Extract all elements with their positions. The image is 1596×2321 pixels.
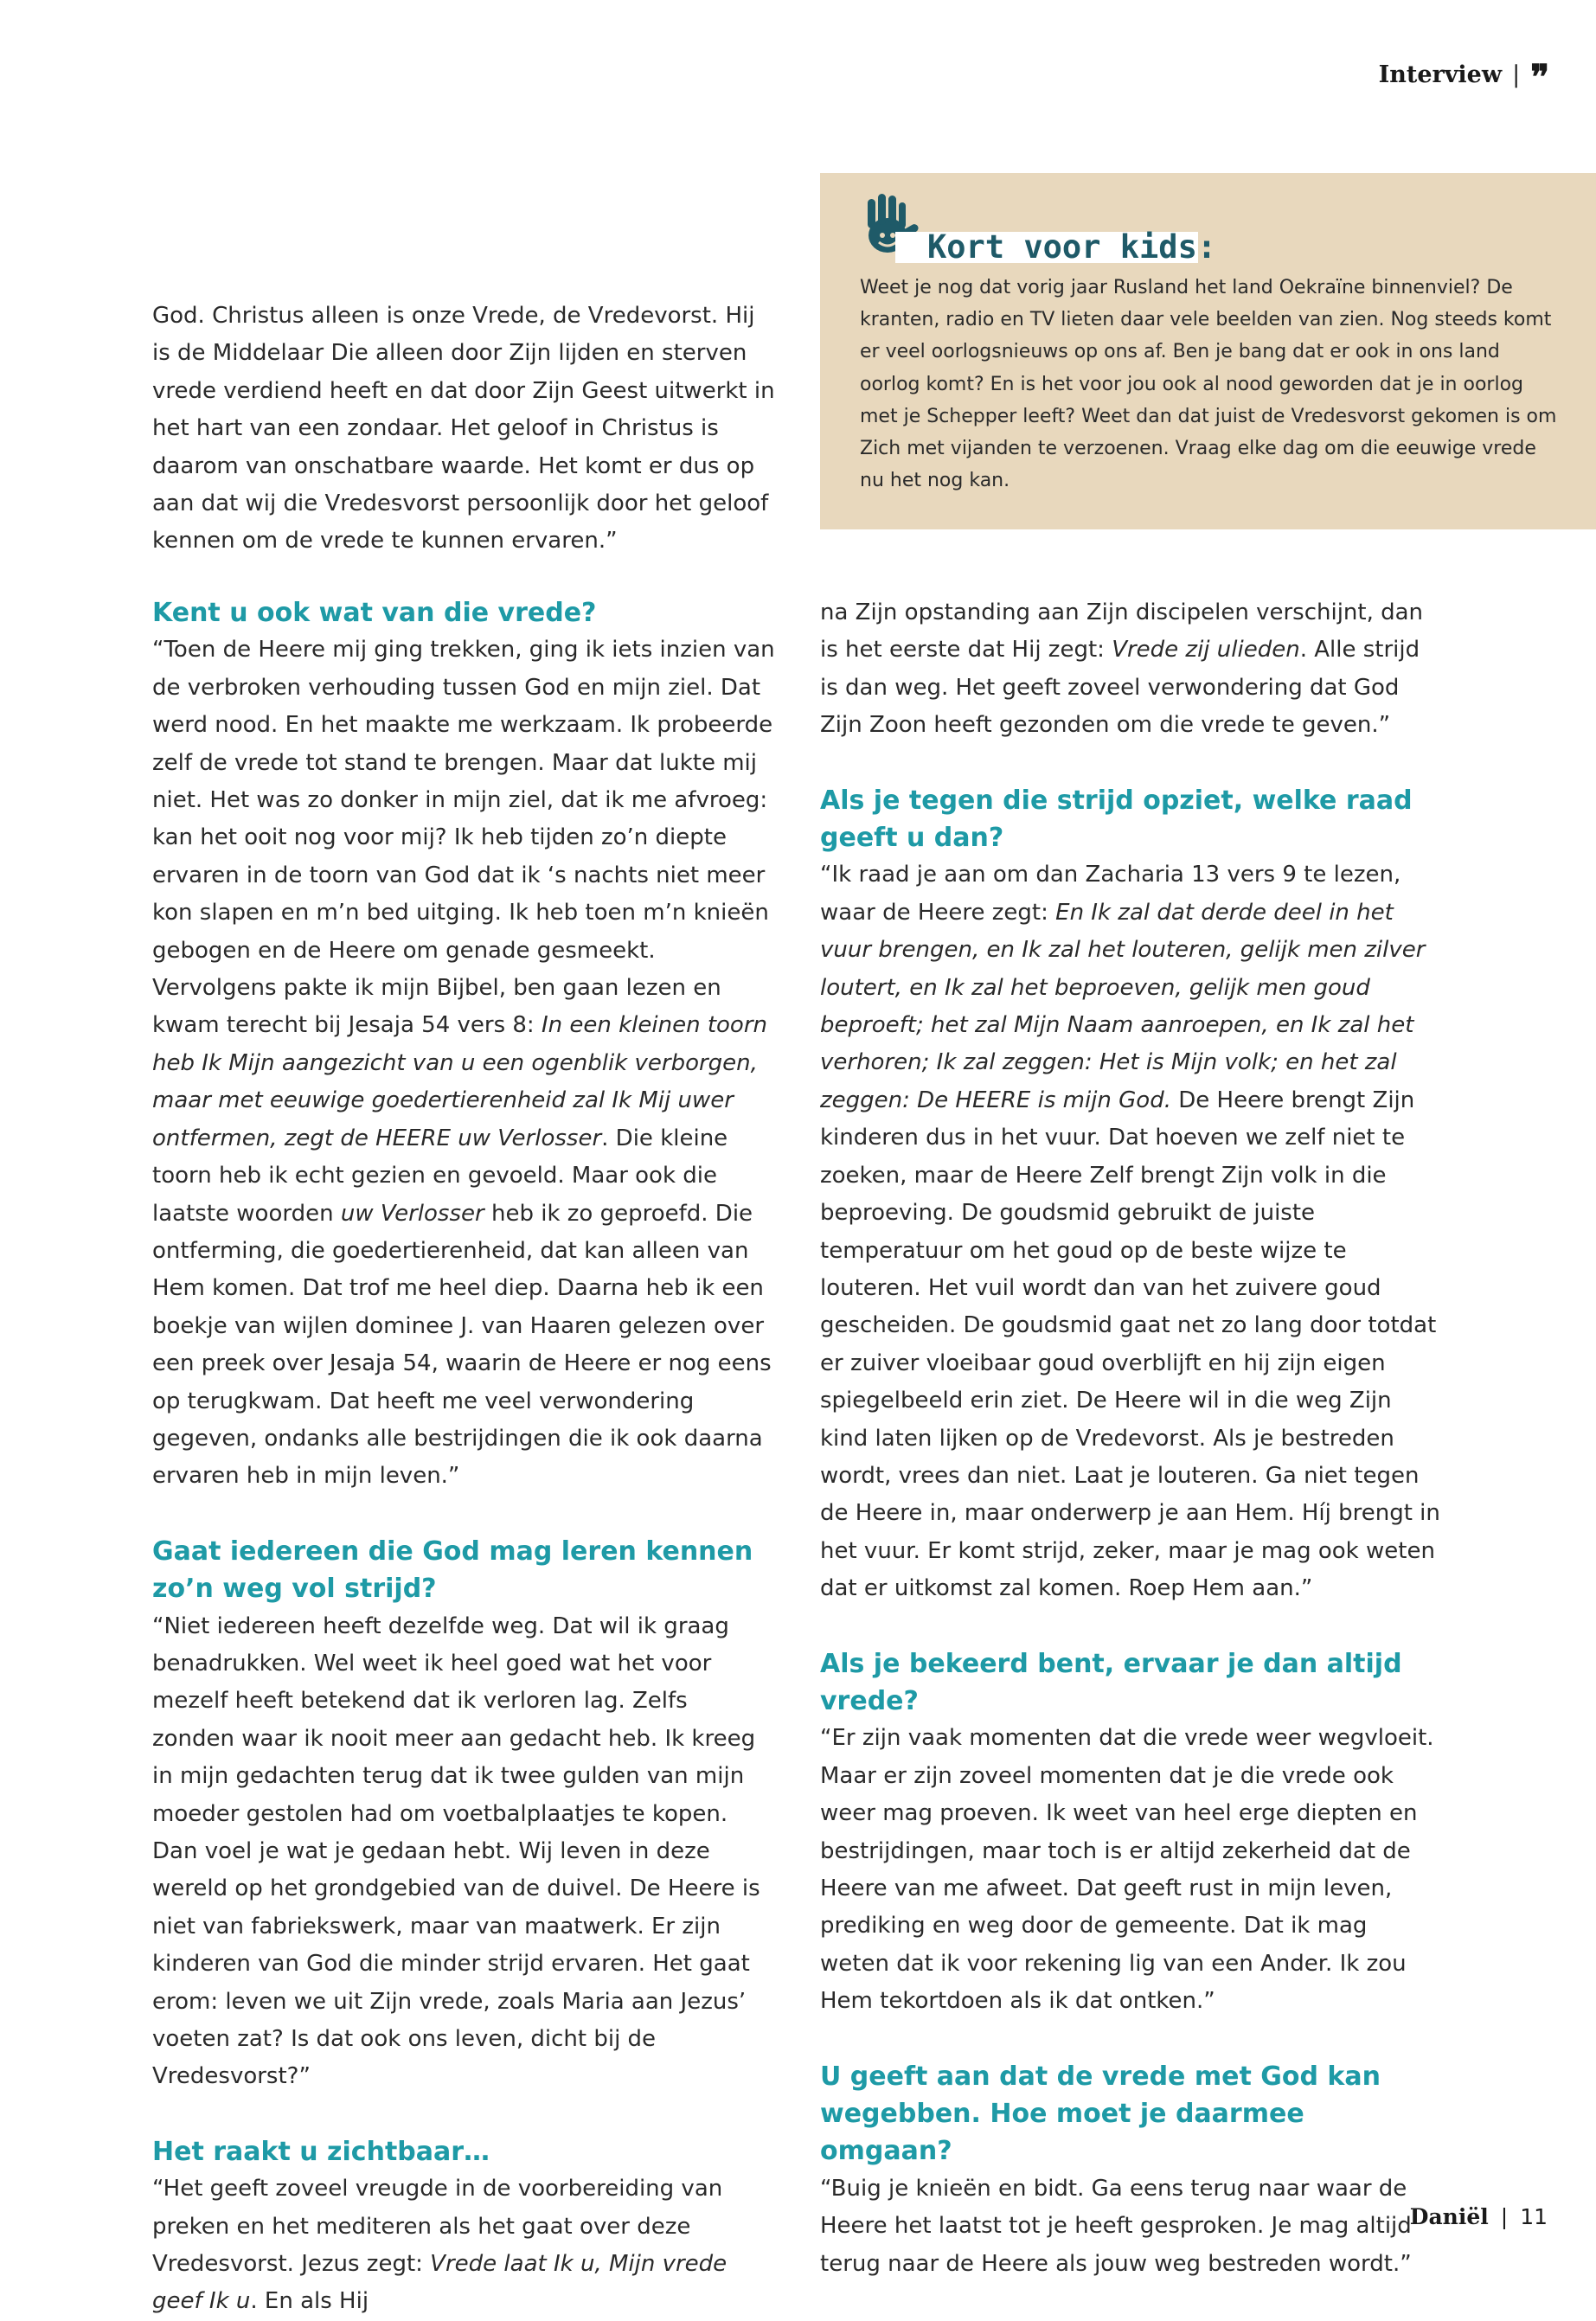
- question-heading: Kent u ook wat van die vrede?: [152, 598, 597, 628]
- answer-paragraph: “Er zijn vaak momenten dat die vrede weer wegvloeit. Maar er zijn zoveel momenten dat je die vrede ook weer mag proeven. Ik weet van heel erge diepten en bestrijdingen, maar toch is er altijd zekerheid dat de Heere van me afweet. Dat geeft rust in mijn leven, prediking en weg door de gemeente. Dat ik mag weten dat ik voor rekening lig van een Ander. Ik zou Hem tekortdoen als ik dat ontken.”: [820, 1725, 1434, 2015]
- quote-mark-icon: ❜❜: [1530, 57, 1546, 98]
- question-heading: U geeft aan dat de vrede met God kan wegebben. Hoe moet je daarmee omgaan?: [820, 2061, 1381, 2167]
- section-title: Interview: [1378, 61, 1503, 88]
- question-heading: Het raakt u zichtbaar…: [152, 2136, 490, 2167]
- kids-title-row: [856, 192, 1220, 266]
- kids-text: Weet je nog dat vorig jaar Rusland het land Oekraïne binnenviel? De kranten, radio en TV lieten daar vele beelden van zien. Nog steeds komt er veel oorlogsnieuws op ons af. Ben je bang dat er ook in ons land oorlog komt? En is het voor jou ook al nood geworden dat je in oorlog met je Schepper leeft? Weet dan dat juist de Vredesvorst gekomen is om Zich met vijanden te verzoenen. Vraag elke dag om die eeuwige vrede nu het nog kan.: [860, 277, 1557, 492]
- magazine-name: Daniël: [1409, 2204, 1489, 2229]
- question-heading: Als je tegen die strijd opziet, welke raad geeft u dan?: [820, 785, 1413, 854]
- left-column: [152, 594, 775, 2321]
- header-separator: |: [1512, 61, 1521, 88]
- right-column: [820, 594, 1443, 2283]
- answer-paragraph: “Buig je knieën en bidt. Ga eens terug naar waar de Heere het laatst tot je heeft gesproken. Je mag altijd terug naar de Heere als jouw weg bestreden wordt.”: [820, 2175, 1412, 2277]
- kids-title: Kort voor kids:: [927, 228, 1217, 266]
- question-heading: Als je bekeerd bent, ervaar je dan altijd vrede?: [820, 1648, 1402, 1716]
- answer-paragraph: “Ik raad je aan om dan Zacharia 13 vers 9 te lezen, waar de Heere zegt: En Ik zal dat derde deel in het vuur brengen, en Ik zal het louteren, gelijk men zilver loutert, en Ik zal het beproeven, gelijk men goud beproeft; het zal Mijn Naam aanroepen, en Ik zal het verhoren; Ik zal zeggen: Het is Mijn volk; en het zal zeggen: De HEERE is mijn God. De Heere brengt Zijn kinderen dus in het vuur. Dat hoeven we zelf niet te zoeken, maar de Heere Zelf brengt Zijn volk in die beproeving. De goudsmid gebruikt de juiste temperatuur om het goud op de beste wijze te louteren. Het vuil wordt dan van het zuivere goud gescheiden. De goudsmid gaat net zo lang door totdat er zuiver vloeibaar goud overblijft en hij zijn eigen spiegelbeeld erin ziet. De Heere wil in die weg Zijn kind laten lijken op de Vredevorst. Als je bestreden wordt, vrees dan niet. Laat je louteren. Ga niet tegen de Heere in, maar onderwerp je aan Hem. Híj brengt in het vuur. Er komt strijd, zeker, maar je mag ook weten dat er uitkomst zal komen. Roep Hem aan.”: [820, 862, 1440, 1602]
- continued-paragraph: na Zijn opstanding aan Zijn discipelen verschijnt, dan is het eerste dat Hij zegt: Vrede zij ulieden. Alle strijd is dan weg. Het geeft zoveel verwondering dat God Zijn Zoon heeft gezonden om die vrede te geven.”: [820, 599, 1424, 739]
- answer-paragraph: “Niet iedereen heeft dezelfde weg. Dat wil ik graag benadrukken. Wel weet ik heel goed wat het voor mezelf heeft betekend dat ik verloren lag. Zelfs zonden waar ik nooit meer aan gedacht heb. Ik kreeg in mijn gedachten terug dat ik twee gulden van mijn moeder gestolen had om voetbalplaatjes te kopen. Dan voel je wat je gedaan hebt. Wij leven in deze wereld op het grondgebied van de duivel. De Heere is niet van fabriekswerk, maar van maatwerk. Er zijn kinderen van God die minder strijd ervaren. Het gaat erom: leven we uit Zijn vrede, zoals Maria aan Jezus’ voeten zat? Is dat ook ons leven, dicht bij de Vredesvorst?”: [152, 1613, 760, 2090]
- answer-paragraph: “Het geeft zoveel vreugde in de voorbereiding van preken en het mediteren als het gaat over deze Vredesvorst. Jezus zegt: Vrede laat Ik u, Mijn vrede geef Ik u. En als Hij: [152, 2176, 727, 2315]
- intro-paragraph: God. Christus alleen is onze Vrede, de Vredevorst. Hij is de Middelaar Die alleen door Zijn lijden en sterven vrede verdiend heeft en dat door Zijn Geest uitwerkt in het hart van een zondaar. Het geloof in Christus is daarom van onschatbare waarde. Het komt er dus op aan dat wij die Vredesvorst persoonlijk door het geloof kennen om de vrede te kunnen ervaren.”: [152, 303, 775, 555]
- page-footer: [1410, 2204, 1548, 2229]
- page-header: [1378, 57, 1546, 98]
- kids-box: [820, 173, 1596, 529]
- footer-separator: |: [1500, 2204, 1509, 2229]
- answer-paragraph: “Toen de Heere mij ging trekken, ging ik iets inzien van de verbroken verhouding tussen God en mijn ziel. Dat werd nood. En het maakte me werkzaam. Ik probeerde zelf de vrede tot stand te brengen. Maar dat lukte mij niet. Het was zo donker in mijn ziel, dat ik me afvroeg: kan het ooit nog voor mij? Ik heb tijden zo’n diepte ervaren in de toorn van God dat ik ‘s nachts niet meer kon slapen en m’n bed uitging. Ik heb toen m’n knieën gebogen en de Heere om genade gesmeekt. Vervolgens pakte ik mijn Bijbel, ben gaan lezen en kwam terecht bij Jesaja 54 vers 8: In een kleinen toorn heb Ik Mijn aangezicht van u een ogenblik verborgen, maar met eeuwige goedertierenheid zal Ik Mij uwer ontfermen, zegt de HEERE uw Verlosser. Die kleine toorn heb ik echt gezien en gevoeld. Maar ook die laatste woorden uw Verlosser heb ik zo geproefd. Die ontferming, die goedertierenheid, dat kan alleen van Hem komen. Dat trof me heel diep. Daarna heb ik een boekje van wijlen dominee J. van Haaren gelezen over een preek over Jesaja 54, waarin de Heere er nog eens op terugkwam. Dat heeft me veel verwondering gegeven, ondanks alle bestrijdingen die ik ook daarna ervaren heb in mijn leven.”: [152, 637, 775, 1490]
- question-heading: Gaat iedereen die God mag leren kennen zo’n weg vol strijd?: [152, 1536, 753, 1605]
- page-number: 11: [1520, 2204, 1548, 2229]
- left-column-intro: [152, 298, 775, 561]
